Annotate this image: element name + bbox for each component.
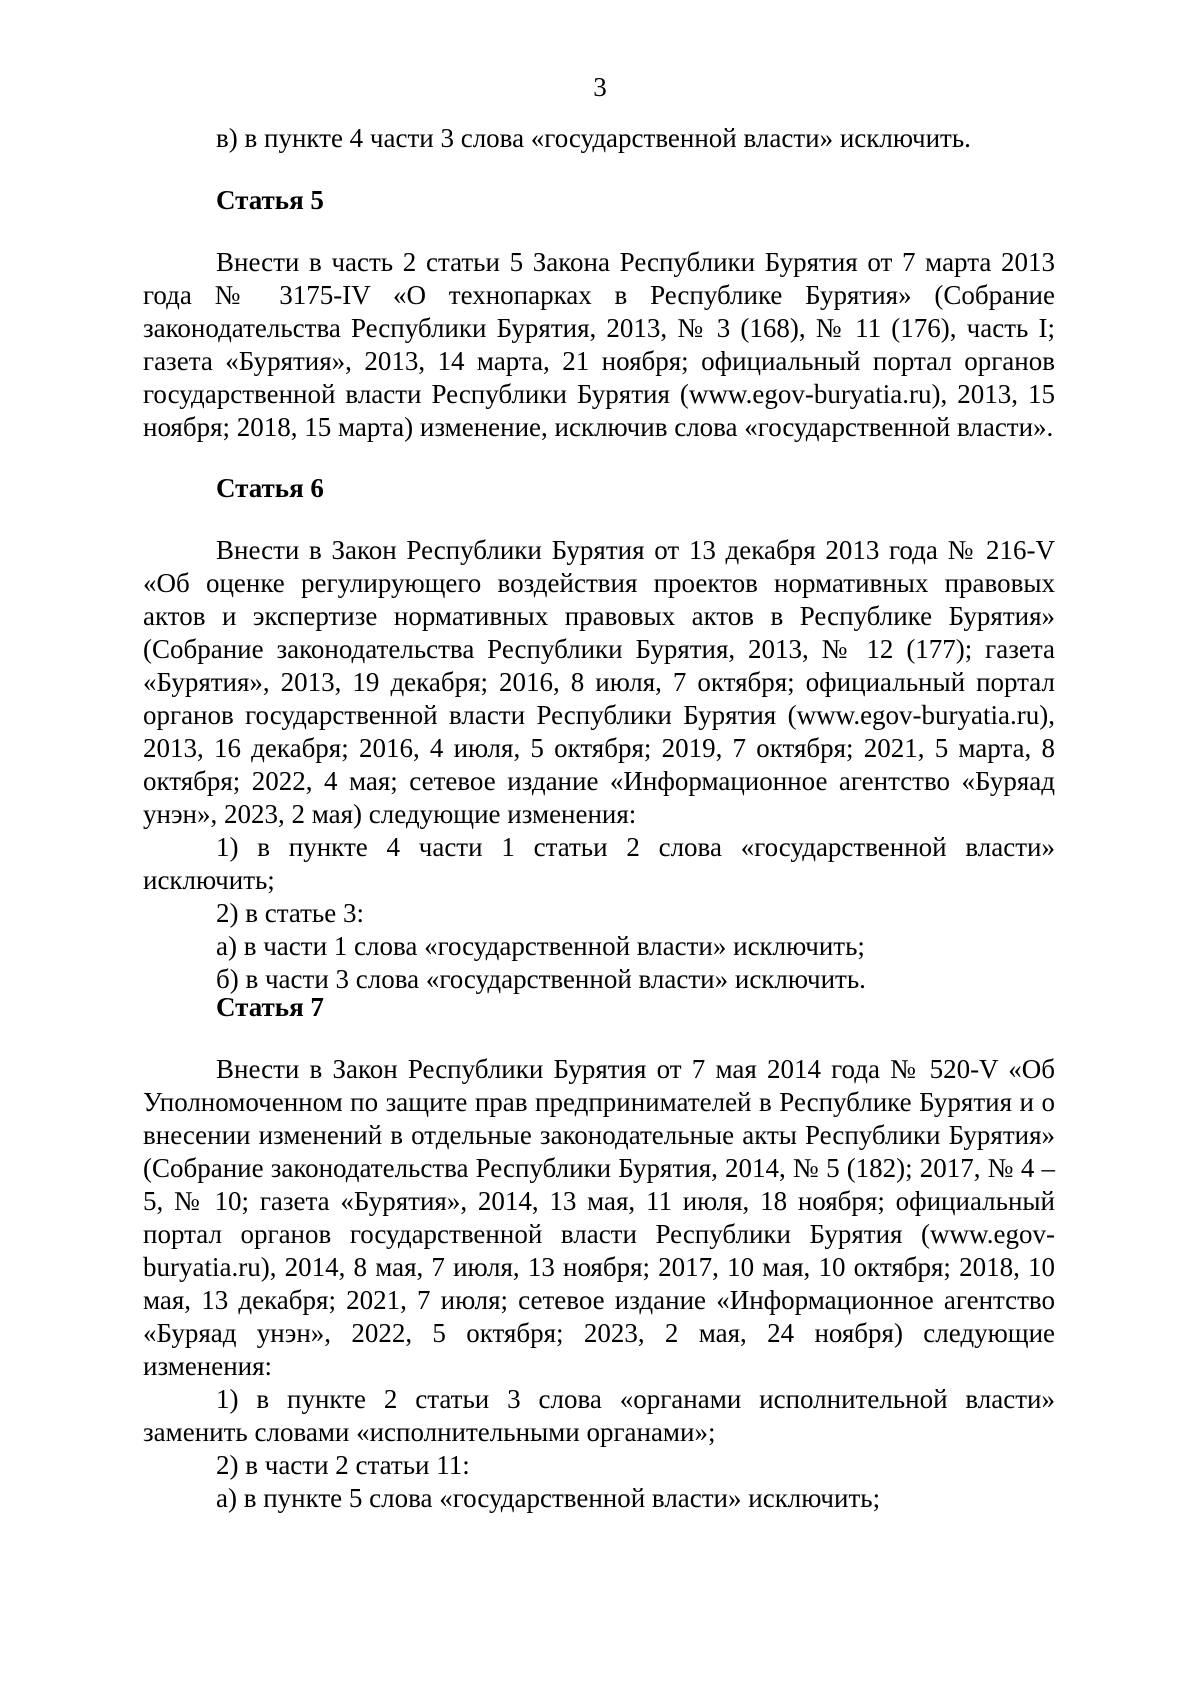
list-item: 2) в статье 3:	[216, 898, 364, 928]
page-number: 3	[593, 72, 607, 102]
list-item: 2) в части 2 статьи 11:	[216, 1450, 470, 1480]
list-item: 1) в пункте 4 части 1 статьи 2 слова «государственной власти» исключить;	[143, 832, 1055, 895]
article-5-body	[143, 246, 1055, 444]
list-item: б) в части 3 слова «государственной власти» исключить.	[216, 964, 866, 994]
list-item: 1) в пункте 2 статьи 3 слова «органами исполнительной власти» заменить словами «исполнительными органами»;	[143, 1384, 1055, 1447]
article-7-text: Внести в Закон Республики Бурятия от 7 мая 2014 года № 520-V «Об Уполномоченном по защите прав предпринимателей в Республике Бурятия и о внесении изменений в отдельные законодательные акты Республики Бурятия» (Собрание законодательства Республики Бурятия, 2014, № 5 (182); 2017, № 4 – 5, № 10; газета «Бурятия», 2014, 13 мая, 11 июля, 18 ноября; официальный портал органов государственной власти Республики Бурятия (www.egov-buryatia.ru), 2014, 8 мая, 7 июля, 13 ноября; 2017, 10 мая, 10 октября; 2018, 10 мая, 13 декабря; 2021, 7 июля; сетевое издание «Информационное агентство «Буряад унэн», 2022, 5 октября; 2023, 2 мая, 24 ноября) следующие изменения:	[143, 1054, 1055, 1381]
article-5-text: Внести в часть 2 статьи 5 Закона Республики Бурятия от 7 марта 2013 года № 3175-IV «О технопарках в Республике Бурятия» (Собрание законодательства Республики Бурятия, 2013, № 3 (168), № 11 (176), часть I; газета «Бурятия», 2013, 14 марта, 21 ноября; официальный портал органов государственной власти Республики Бурятия (www.egov-buryatia.ru), 2013, 15 ноября; 2018, 15 марта) изменение, исключив слова «государственной власти».	[143, 247, 1055, 442]
article-5-heading: Статья 5	[216, 185, 324, 215]
article-7-heading: Статья 7	[216, 992, 324, 1022]
list-item: а) в части 1 слова «государственной власти» исключить;	[216, 931, 865, 961]
article-6-text: Внести в Закон Республики Бурятия от 13 декабря 2013 года № 216-V «Об оценке регулирующего воздействия проектов нормативных правовых актов и экспертизе нормативных правовых актов в Республике Бурятия» (Собрание законодательства Республики Бурятия, 2013, № 12 (177); газета «Бурятия», 2013, 19 декабря; 2016, 8 июля, 7 октября; официальный портал органов государственной власти Республики Бурятия (www.egov-buryatia.ru), 2013, 16 декабря; 2016, 4 июля, 5 октября; 2019, 7 октября; 2021, 5 марта, 8 октября; 2022, 4 мая; сетевое издание «Информационное агентство «Буряад унэн», 2023, 2 мая) следующие изменения:	[143, 535, 1055, 829]
article-6-body	[143, 534, 1055, 996]
article-7-body	[143, 1053, 1055, 1515]
list-item: в) в пункте 4 части 3 слова «государственной власти» исключить.	[216, 123, 971, 153]
article-6-heading: Статья 6	[216, 473, 324, 503]
list-item: а) в пункте 5 слова «государственной власти» исключить;	[216, 1483, 881, 1513]
top-item-block	[143, 122, 1055, 155]
